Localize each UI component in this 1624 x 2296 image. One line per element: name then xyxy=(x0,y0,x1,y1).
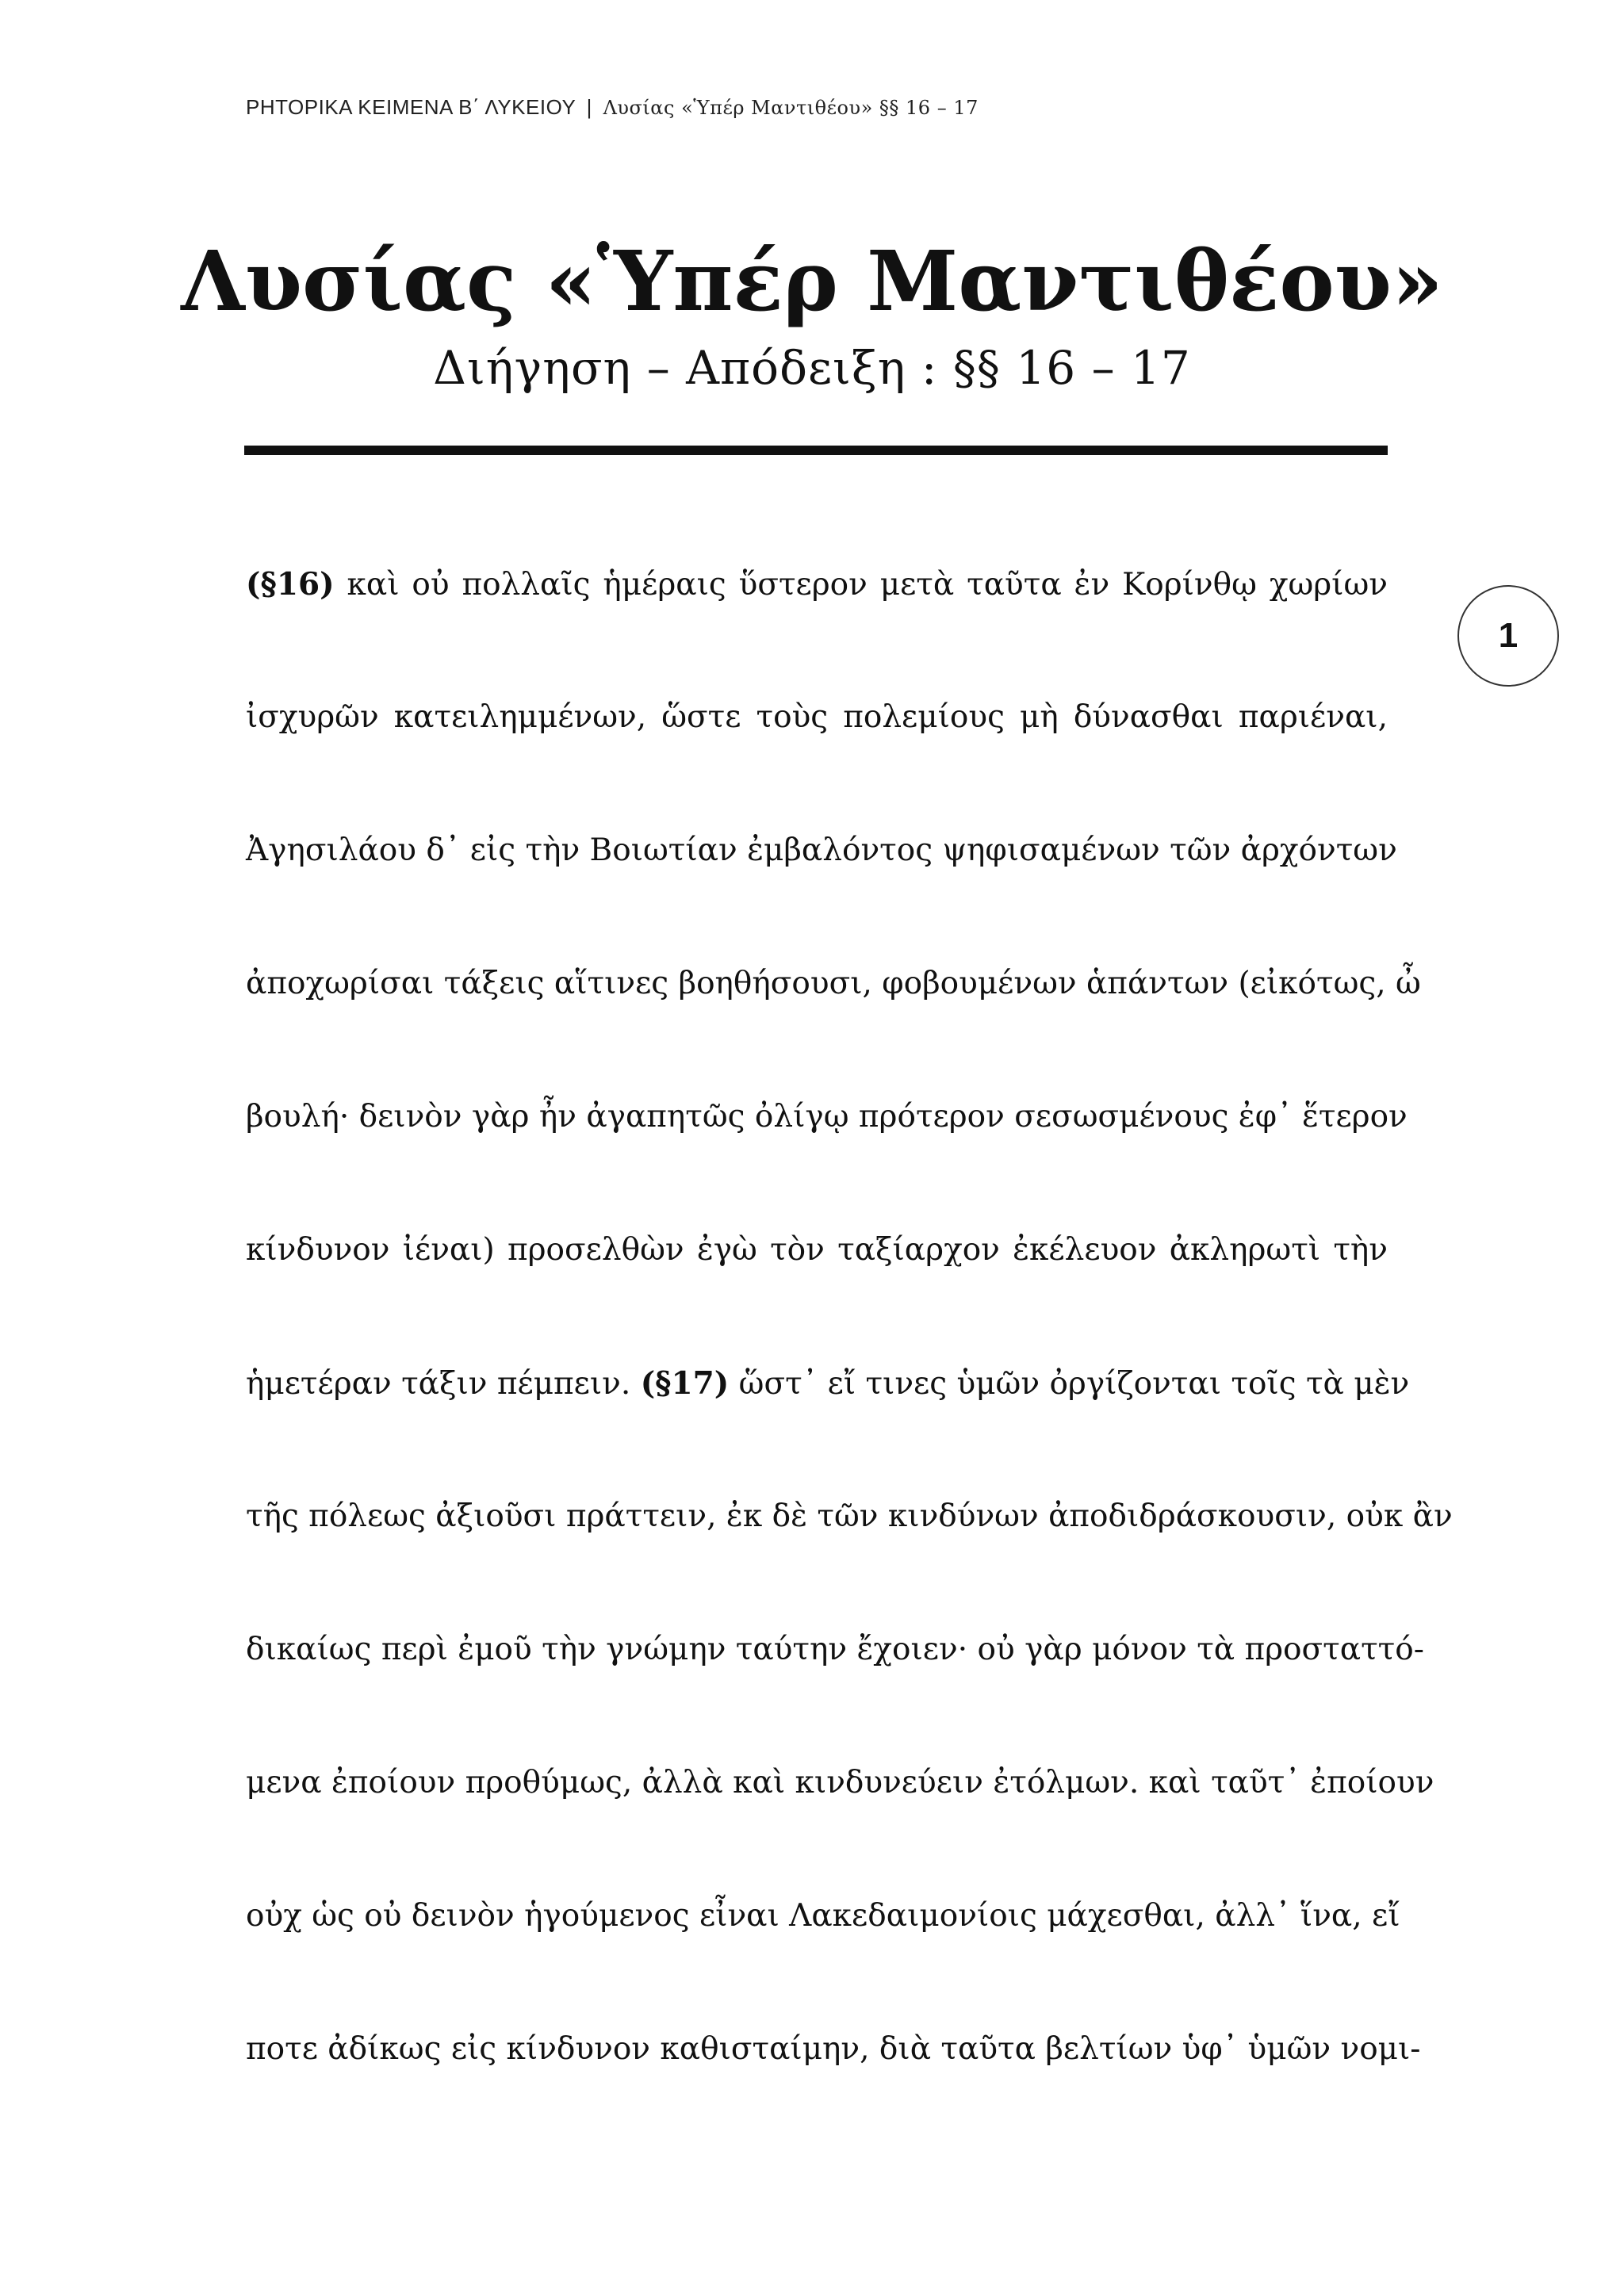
page-number-badge xyxy=(1457,585,1559,687)
text-line: τῆς πόλεως ἀξιοῦσι πράττειν, ἐκ δὲ τῶν κινδύνων ἀποδιδράσκουσιν, οὐκ ἂν xyxy=(246,1498,1453,1534)
text-line: βουλή· δεινὸν γὰρ ἦν ἀγαπητῶς ὀλίγῳ πρότερον σεσωσμένους ἐφ᾽ ἕτερον xyxy=(246,1099,1408,1135)
line-text: ἡμετέραν τάξιν πέμπειν. xyxy=(246,1366,631,1402)
text-line: ἀποχωρίσαι τάξεις αἵτινες βοηθήσουσι, φοβουμένων ἁπάντων (εἰκότως, ὦ xyxy=(246,966,1421,1001)
text-line: Ἀγησιλάου δ᾽ εἰς τὴν Βοιωτίαν ἐμβαλόντος ψηφισαμένων τῶν ἀρχόντων xyxy=(246,832,1397,868)
text-line: οὐχ ὡς οὐ δεινὸν ἡγούμενος εἶναι Λακεδαιμονίοις μάχεσθαι, ἀλλ᾽ ἵνα, εἴ xyxy=(246,1898,1400,1934)
running-header-separator: | xyxy=(586,95,592,119)
page-subtitle: Διήγηση – Απόδειξη : §§ 16 – 17 xyxy=(433,341,1191,395)
line-text: ὥστ᾽ εἴ τινες ὑμῶν ὀργίζονται τοῖς τὰ μὲν xyxy=(738,1366,1410,1402)
page-title: Λυσίας «Ὑπέρ Μαντιθέου» xyxy=(181,232,1443,330)
text-line xyxy=(246,1364,1410,1497)
text-line: ποτε ἀδίκως εἰς κίνδυνον καθισταίμην, διὰ ταῦτα βελτίων ὑφ᾽ ὑμῶν νομι- xyxy=(246,2031,1421,2067)
text-line: δικαίως περὶ ἐμοῦ τὴν γνώμην ταύτην ἔχοιεν· οὐ γὰρ μόνον τὰ προσταττό- xyxy=(246,1632,1424,1667)
text-body xyxy=(246,564,1453,2163)
text-line xyxy=(246,564,1388,698)
running-header-title: ΡΗΤΟΡΙΚΑ ΚΕΙΜΕΝΑ Β΄ ΛΥΚΕΙΟΥ xyxy=(246,95,576,119)
title-divider xyxy=(244,446,1388,455)
page-number: 1 xyxy=(1498,616,1519,655)
title-block xyxy=(0,230,1624,400)
paragraph-ref: (§17) xyxy=(640,1365,730,1402)
paragraph-ref: (§16) xyxy=(246,566,335,603)
line-text: καὶ οὐ πολλαῖς ἡμέραις ὕστερον μετὰ ταῦτα ἐν Κορίνθῳ χωρίων xyxy=(347,567,1388,603)
text-line: ἰσχυρῶν κατειλημμένων, ὥστε τοὺς πολεμίους μὴ δύνασθαι παριέναι, xyxy=(246,699,1388,735)
running-header xyxy=(246,95,979,120)
text-line: μενα ἐποίουν προθύμως, ἀλλὰ καὶ κινδυνεύειν ἐτόλμων. καὶ ταῦτ᾽ ἐποίουν xyxy=(246,1765,1434,1800)
running-header-work: Λυσίας «Ὑπέρ Μαντιθέου» §§ 16 – 17 xyxy=(603,97,979,119)
text-line: κίνδυνον ἰέναι) προσελθὼν ἐγὼ τὸν ταξίαρχον ἐκέλευον ἀκληρωτὶ τὴν xyxy=(246,1232,1388,1268)
